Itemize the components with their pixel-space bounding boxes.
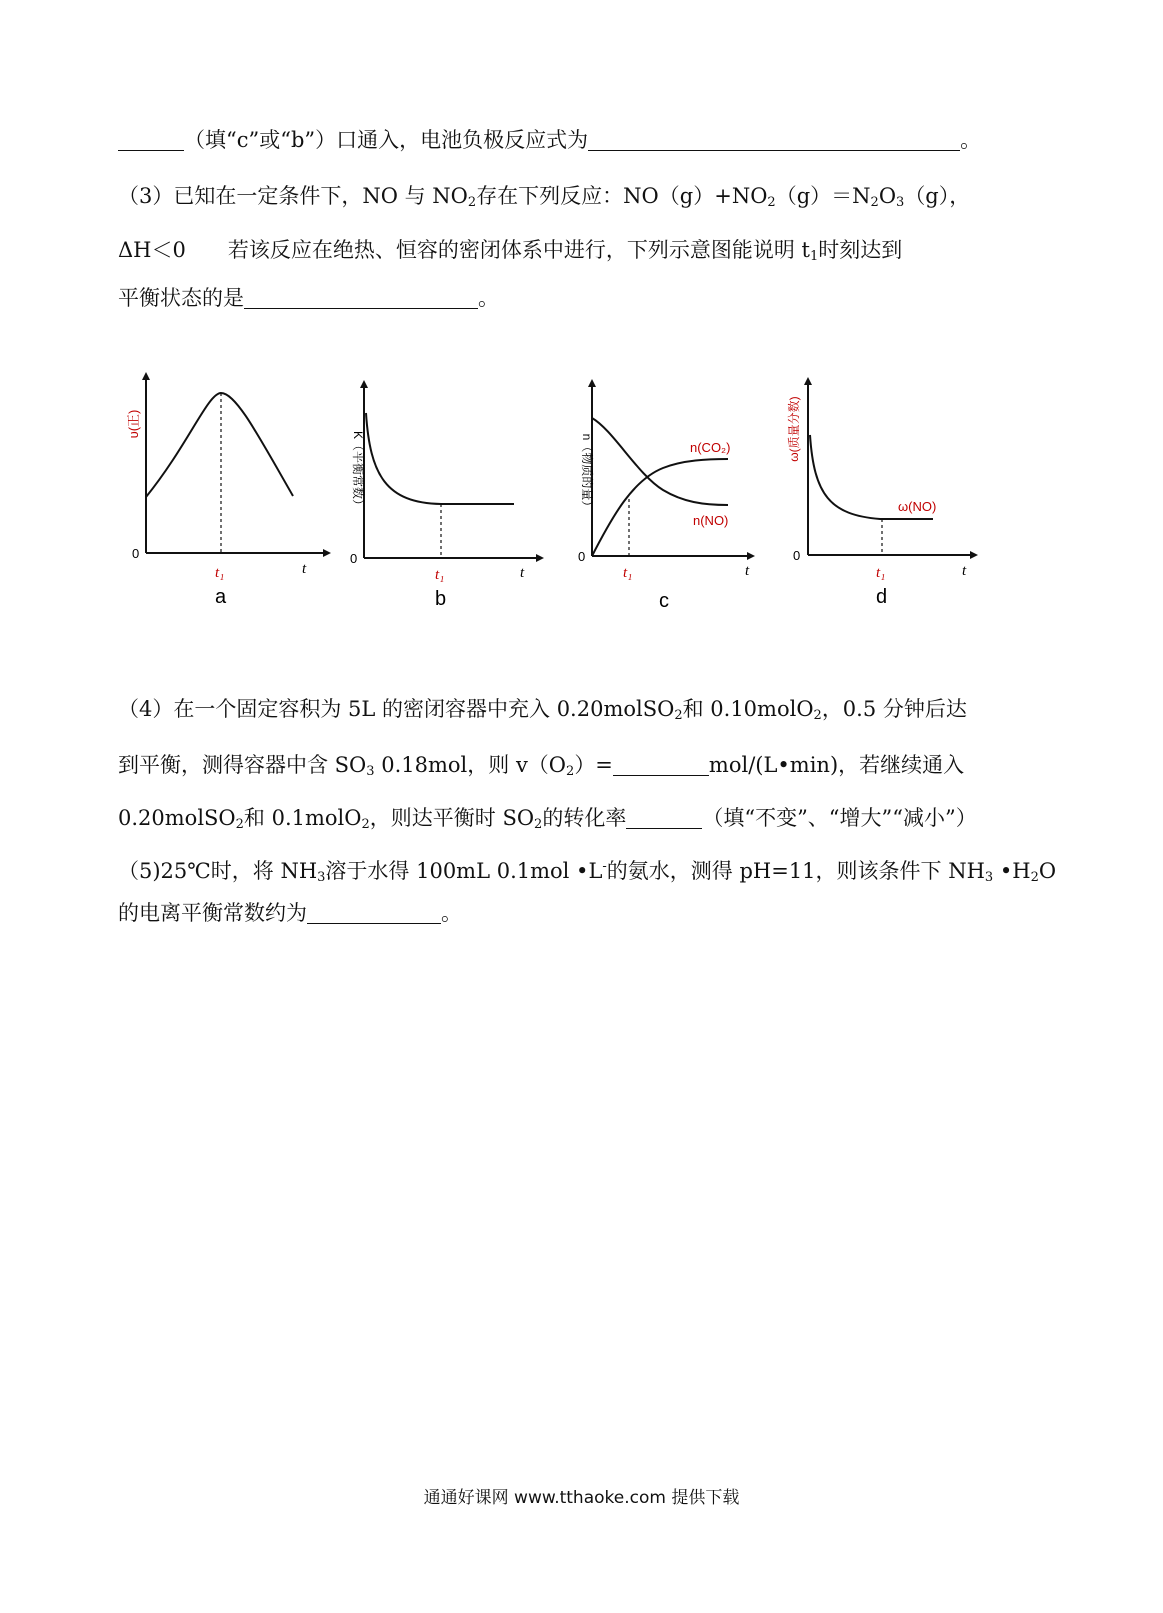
figure-caption: a [215, 586, 227, 608]
y-axis-label: n（物质的量） [580, 433, 594, 513]
origin-label: 0 [132, 546, 140, 561]
answer-blank[interactable] [307, 903, 441, 924]
t1-label: t₁ [876, 565, 886, 581]
rate-curve [146, 393, 293, 497]
no-curve-label: n(NO) [693, 513, 729, 528]
answer-blank[interactable] [588, 130, 960, 151]
text-line-4: 平衡状态的是 。 [118, 286, 499, 310]
figure-c-graph [563, 365, 773, 615]
x-axis-arrow [536, 554, 544, 562]
origin-label: 0 [793, 548, 801, 563]
text-line-3: ΔH＜0 若该反应在绝热、恒容的密闭体系中进行，下列示意图能说明 $t_1$时刻达到 [118, 238, 903, 264]
t1-label: t₁ [623, 565, 633, 581]
text-line-7: 0.20molSO$_2$和 0.1molO$_2$，则达平衡时 $SO_2$的转化率 （填“不变”、“增大”“减小”） [118, 806, 977, 832]
answer-blank[interactable] [613, 755, 709, 776]
page-footer: 通通好课网 www.tthaoke.com 提供下载 [423, 1488, 740, 1508]
no-curve [592, 418, 731, 505]
y-axis-arrow [360, 380, 368, 388]
text-line-5: （4）在一个固定容积为 5L 的密闭容器中充入 0.20molSO$_2$和 0.10molO$_2$，0.5 分钟后达 [118, 697, 967, 723]
origin-label: 0 [578, 549, 586, 564]
figure-b [336, 365, 546, 619]
text-line-6: 到平衡，测得容器中含 $SO_3$ 0.18mol，则 $v(O_2)=$ mol/(L•min)，若继续通入 [118, 753, 965, 779]
y-axis-label: ω(质量分数) [787, 396, 801, 462]
text-line-9: 的电离平衡常数约为 。 [118, 901, 462, 925]
y-axis-arrow [142, 372, 150, 380]
text-line-1: （填“c”或“b”）口通入，电池负极反应式为 。 [118, 125, 981, 155]
origin-label: 0 [350, 551, 358, 566]
figure-d-graph [780, 365, 1000, 615]
no-curve-label: ω(NO) [898, 499, 937, 514]
answer-blank[interactable] [118, 130, 184, 151]
answer-blank[interactable] [626, 808, 702, 829]
x-axis-label: t [745, 563, 750, 579]
text-line-2: （3）已知在一定条件下，NO 与 $NO_2$存在下列反应：$NO(g)+NO_2(g)=N_2O_3(g)$， [118, 184, 971, 210]
x-axis-label: t [302, 561, 307, 577]
figure-caption: d [876, 586, 888, 608]
figure-row [118, 365, 1018, 625]
y-axis-label: K（平衡常数） [351, 430, 365, 512]
figure-caption: b [435, 588, 447, 610]
figure-c [563, 365, 773, 619]
y-axis-arrow [804, 377, 812, 385]
figure-caption: c [659, 590, 669, 612]
y-axis-label: υ(正) [126, 409, 141, 439]
x-axis-arrow [970, 551, 978, 559]
x-axis-label: t [520, 565, 525, 581]
k-curve [366, 413, 514, 504]
t1-label: t₁ [215, 565, 225, 581]
figure-a-graph [118, 365, 328, 615]
figure-d [780, 365, 1000, 619]
co2-curve [592, 459, 728, 556]
figure-b-graph [336, 365, 546, 615]
x-axis-label: t [962, 563, 967, 579]
answer-blank[interactable] [244, 288, 478, 309]
x-axis-arrow [747, 552, 755, 560]
t1-label: t₁ [435, 567, 445, 583]
x-axis-arrow [323, 549, 331, 557]
y-axis-arrow [588, 379, 596, 387]
co2-curve-label: n(CO₂) [690, 440, 731, 455]
figure-a [118, 365, 328, 619]
text-line-8: （5)25℃时，将 $NH_3$溶于水得 100mL 0.1mol •L-的氨水，测得 pH=11，则该条件下 $NH_3$ $•H_2O$ [118, 859, 1057, 885]
